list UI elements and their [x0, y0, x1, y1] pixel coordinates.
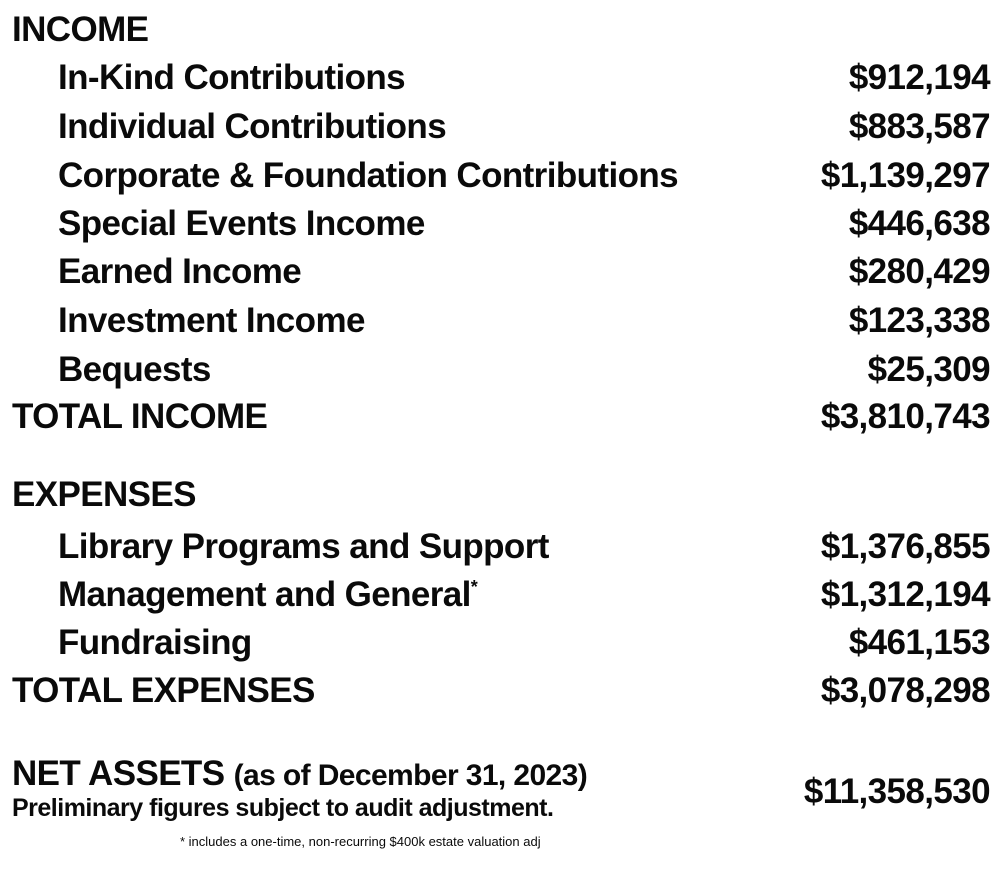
total-income-label: TOTAL INCOME: [12, 397, 268, 436]
total-expenses-amount: $3,078,298: [820, 671, 990, 710]
total-income-amount: $3,810,743: [820, 397, 990, 436]
income-row: [0, 348, 1000, 392]
footnote-marker: *: [470, 577, 478, 597]
income-label: In-Kind Contributions: [58, 58, 406, 97]
income-row: [0, 154, 1000, 198]
income-row: [0, 105, 1000, 149]
net-assets-label: NET ASSETS: [12, 754, 225, 793]
expenses-heading-row: [0, 473, 1000, 517]
income-amount: $912,194: [848, 58, 990, 97]
net-assets-amount: $11,358,530: [803, 772, 990, 811]
income-row: [0, 299, 1000, 343]
income-amount: $280,429: [848, 252, 990, 291]
income-amount: $883,587: [848, 107, 990, 146]
preliminary-note: Preliminary figures subject to audit adjustment.: [12, 794, 554, 822]
total-expenses-label: TOTAL EXPENSES: [12, 671, 315, 710]
income-label: Earned Income: [58, 252, 302, 291]
total-income-row: [0, 395, 1000, 439]
expense-label: Fundraising: [58, 623, 252, 662]
expense-label-wrap: [58, 573, 477, 617]
expense-amount: $461,153: [848, 623, 990, 662]
footnote: * includes a one-time, non-recurring $400k estate valuation adj: [180, 834, 541, 849]
expenses-heading: EXPENSES: [12, 475, 196, 514]
expense-row: [0, 525, 1000, 569]
income-row: [0, 250, 1000, 294]
income-amount: $446,638: [848, 204, 990, 243]
income-amount: $123,338: [848, 301, 990, 340]
income-amount: $1,139,297: [820, 156, 990, 195]
expense-amount: $1,376,855: [820, 527, 990, 566]
expense-row: [0, 621, 1000, 665]
income-label: Investment Income: [58, 301, 365, 340]
expense-label: Library Programs and Support: [58, 527, 549, 566]
expense-row: [0, 573, 1000, 617]
income-heading-row: [0, 8, 1000, 52]
income-amount: $25,309: [867, 350, 990, 389]
income-label: Special Events Income: [58, 204, 425, 243]
income-row: [0, 56, 1000, 100]
expense-label: Management and General: [58, 575, 471, 614]
income-label: Corporate & Foundation Contributions: [58, 156, 678, 195]
income-row: [0, 202, 1000, 246]
total-expenses-row: [0, 669, 1000, 713]
net-assets-date: (as of December 31, 2023): [233, 759, 588, 792]
expense-amount: $1,312,194: [820, 575, 990, 614]
income-label: Bequests: [58, 350, 211, 389]
income-heading: INCOME: [12, 10, 149, 49]
income-label: Individual Contributions: [58, 107, 447, 146]
